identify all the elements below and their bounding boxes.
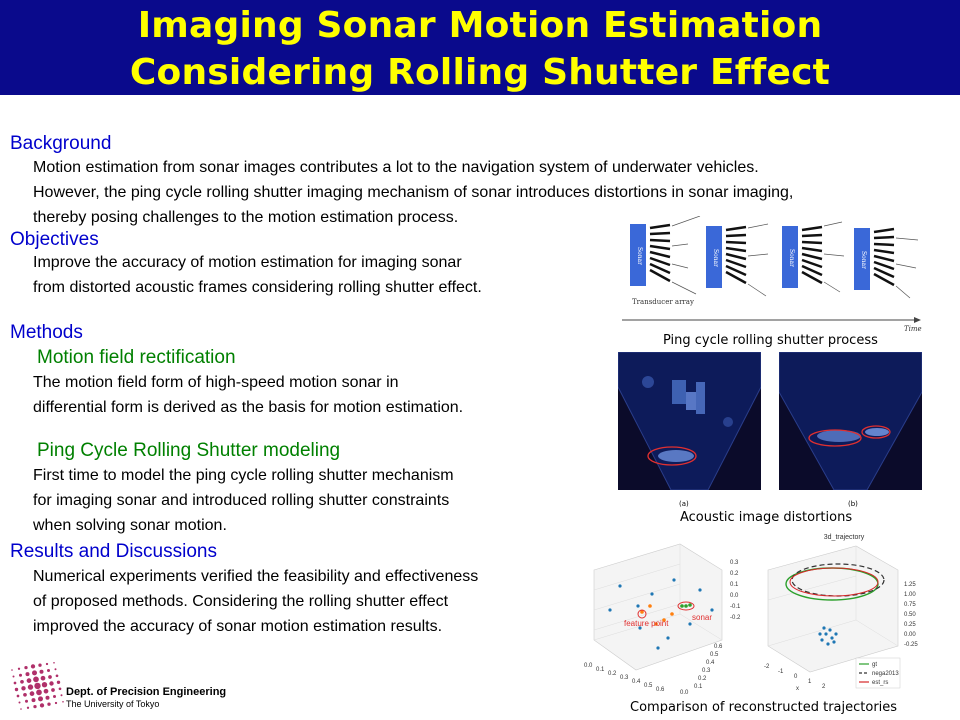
- logo-dot: [31, 664, 35, 668]
- svg-text:0.3: 0.3: [702, 668, 711, 674]
- objectives-text: [33, 250, 482, 300]
- logo-dot: [55, 668, 57, 670]
- rolling-shutter-heading: Ping Cycle Rolling Shutter modeling: [37, 440, 341, 461]
- logo-dot: [53, 662, 55, 664]
- logo-dot: [49, 681, 53, 685]
- svg-text:-0.25: -0.25: [904, 642, 918, 648]
- distortions-caption: Acoustic image distortions: [680, 510, 853, 525]
- logo-dot: [51, 688, 55, 692]
- sonar-unit-2: [706, 224, 768, 296]
- svg-text:0.0: 0.0: [680, 690, 689, 696]
- logo-dot: [32, 670, 37, 675]
- motion-field-line-1: The motion field form of high-speed motion sonar in: [33, 374, 399, 391]
- logo-dot: [20, 708, 22, 710]
- logo-dot: [15, 688, 18, 691]
- logo-dot: [47, 703, 50, 706]
- logo-dot: [25, 700, 28, 703]
- logo-dot: [30, 691, 35, 696]
- svg-text:0.4: 0.4: [706, 660, 715, 666]
- svg-text:0.25: 0.25: [904, 622, 916, 628]
- legend-nega2013: nega2013: [872, 671, 899, 677]
- svg-text:0.0: 0.0: [730, 593, 739, 599]
- trajectory-plot-right: [760, 530, 938, 698]
- sonar-unit-4: [854, 228, 918, 298]
- logo-dot: [36, 690, 42, 696]
- dept-name: Dept. of Precision Engineering: [66, 686, 227, 698]
- logo-dot: [24, 666, 27, 669]
- logo-dot: [56, 674, 59, 677]
- sonar-image-a: [618, 352, 761, 490]
- svg-text:0.50: 0.50: [904, 612, 916, 618]
- logo-dot: [33, 705, 36, 708]
- svg-text:1: 1: [808, 679, 812, 685]
- logo-dot: [48, 675, 52, 679]
- logo-dot: [13, 676, 15, 678]
- svg-text:0.0: 0.0: [584, 663, 593, 669]
- rolling-shutter-figure: [618, 216, 922, 334]
- svg-text:0.1: 0.1: [694, 684, 703, 690]
- svg-text:1.00: 1.00: [904, 592, 916, 598]
- motion-field-line-2: differential form is derived as the basis for motion estimation.: [33, 399, 464, 416]
- sonar-unit-1: [630, 216, 700, 294]
- logo-dot: [61, 694, 63, 696]
- results-line-3: improved the accuracy of sonar motion estimation results.: [33, 618, 443, 635]
- svg-text:0.5: 0.5: [644, 683, 653, 689]
- sonar-plot-label: sonar: [692, 613, 713, 622]
- logo-dot: [57, 681, 60, 684]
- plot-legend: [856, 658, 900, 688]
- svg-text:0.4: 0.4: [632, 679, 641, 685]
- logo-dot: [19, 674, 22, 677]
- logo-dot: [28, 684, 33, 689]
- logo-dot: [17, 695, 20, 698]
- svg-text:Sonar: Sonar: [712, 248, 719, 268]
- results-line-2: of proposed methods. Considering the rolling shutter effect: [33, 593, 449, 610]
- logo-dot: [38, 696, 43, 701]
- logo-dot: [38, 664, 41, 667]
- results-line-1: Numerical experiments verified the feasibility and effectiveness: [33, 568, 479, 585]
- motion-field-text: [33, 370, 463, 420]
- trajectory-plot-left: [580, 530, 760, 698]
- objectives-heading: Objectives: [10, 229, 99, 250]
- svg-text:-0.1: -0.1: [730, 604, 741, 610]
- rolling-shutter-line-1: First time to model the ping cycle rolling shutter mechanism: [33, 467, 454, 484]
- logo-dot: [21, 686, 25, 690]
- logo-dot: [46, 663, 48, 665]
- svg-text:0.1: 0.1: [596, 667, 605, 673]
- rolling-shutter-line-2: for imaging sonar and introduced rolling shutter constraints: [33, 492, 450, 509]
- svg-text:0.75: 0.75: [904, 602, 916, 608]
- logo-dot: [18, 668, 20, 670]
- feature-point-label: feature point: [624, 619, 669, 628]
- rolling-shutter-text: [33, 463, 454, 538]
- trajectories-caption: Comparison of reconstructed trajectories: [630, 700, 898, 715]
- svg-text:0.2: 0.2: [730, 571, 739, 577]
- label-a: (a): [679, 500, 689, 508]
- logo-dot: [19, 702, 21, 704]
- svg-text:-0.2: -0.2: [730, 615, 741, 621]
- legend-est-rs: est_rs: [872, 680, 889, 686]
- logo-dot: [46, 696, 50, 700]
- logo-dot: [59, 687, 62, 690]
- svg-text:0.5: 0.5: [710, 652, 719, 658]
- university-name: The University of Tokyo: [66, 699, 160, 709]
- label-b: (b): [848, 500, 858, 508]
- logo-dot: [26, 672, 30, 676]
- legend-gt: gt: [872, 662, 878, 668]
- logo-dot: [42, 682, 47, 687]
- rolling-shutter-line-3: when solving sonar motion.: [33, 517, 227, 534]
- plot-title: 3d_trajectory: [823, 534, 865, 541]
- objectives-line-2: from distorted acoustic frames considering rolling shutter effect.: [33, 279, 482, 296]
- logo-dot: [27, 707, 29, 709]
- svg-text:0.3: 0.3: [620, 675, 629, 681]
- svg-text:0.1: 0.1: [730, 582, 739, 588]
- logo-dot: [14, 682, 17, 685]
- svg-text:0.3: 0.3: [730, 560, 739, 566]
- title-banner: [0, 0, 960, 95]
- rolling-shutter-diagram: [618, 216, 922, 334]
- logo-dot: [41, 676, 46, 681]
- logo-dot: [20, 680, 24, 684]
- results-text: [33, 564, 478, 639]
- logo-dot: [40, 703, 44, 707]
- logo-dot: [40, 670, 44, 674]
- logo-dot: [33, 677, 39, 683]
- results-heading: Results and Discussions: [10, 541, 217, 562]
- sonar-image-b: [779, 352, 922, 490]
- svg-text:2: 2: [822, 684, 826, 690]
- title-line-2: Considering Rolling Shutter Effect: [129, 52, 831, 93]
- svg-text:Sonar: Sonar: [788, 248, 795, 268]
- dots-logo-icon: [6, 660, 66, 714]
- background-line-3: thereby posing challenges to the motion estimation process.: [33, 209, 459, 226]
- title-line-1: Imaging Sonar Motion Estimation: [137, 5, 823, 46]
- svg-text:-2: -2: [764, 664, 770, 670]
- background-line-1: Motion estimation from sonar images contributes a lot to the navigation system of underwater vehicles.: [33, 159, 759, 176]
- logo-dot: [47, 669, 50, 672]
- motion-field-heading: Motion field rectification: [37, 347, 236, 368]
- rolling-shutter-caption: Ping cycle rolling shutter process: [663, 333, 878, 348]
- transducer-label: Transducer array: [632, 298, 694, 306]
- logo-dot: [53, 695, 56, 698]
- logo-dot: [32, 698, 36, 702]
- background-line-2: However, the ping cycle rolling shutter imaging mechanism of sonar introduces distortions in sonar imaging,: [33, 184, 794, 201]
- logo-dot: [44, 689, 49, 694]
- dept-logo: [6, 660, 236, 714]
- methods-heading: Methods: [10, 322, 83, 343]
- sonar-unit-3: [782, 222, 844, 292]
- svg-text:1.25: 1.25: [904, 582, 916, 588]
- logo-dot: [11, 669, 13, 671]
- logo-dot: [55, 702, 57, 704]
- svg-text:0: 0: [794, 674, 798, 680]
- objectives-line-1: Improve the accuracy of motion estimation for imaging sonar: [33, 254, 462, 271]
- logo-dot: [62, 701, 64, 703]
- background-heading: Background: [10, 133, 112, 154]
- svg-text:x: x: [796, 686, 799, 692]
- svg-text:0.00: 0.00: [904, 632, 916, 638]
- time-label: Time: [904, 325, 922, 333]
- svg-text:0.6: 0.6: [656, 687, 665, 693]
- svg-text:0.2: 0.2: [698, 676, 707, 682]
- svg-text:-1: -1: [778, 669, 784, 675]
- svg-text:Sonar: Sonar: [860, 250, 867, 270]
- svg-text:Sonar: Sonar: [636, 246, 643, 266]
- logo-dot: [23, 693, 27, 697]
- logo-dot: [27, 678, 32, 683]
- svg-text:0.6: 0.6: [714, 644, 723, 650]
- svg-text:0.2: 0.2: [608, 671, 617, 677]
- logo-dot: [34, 683, 40, 689]
